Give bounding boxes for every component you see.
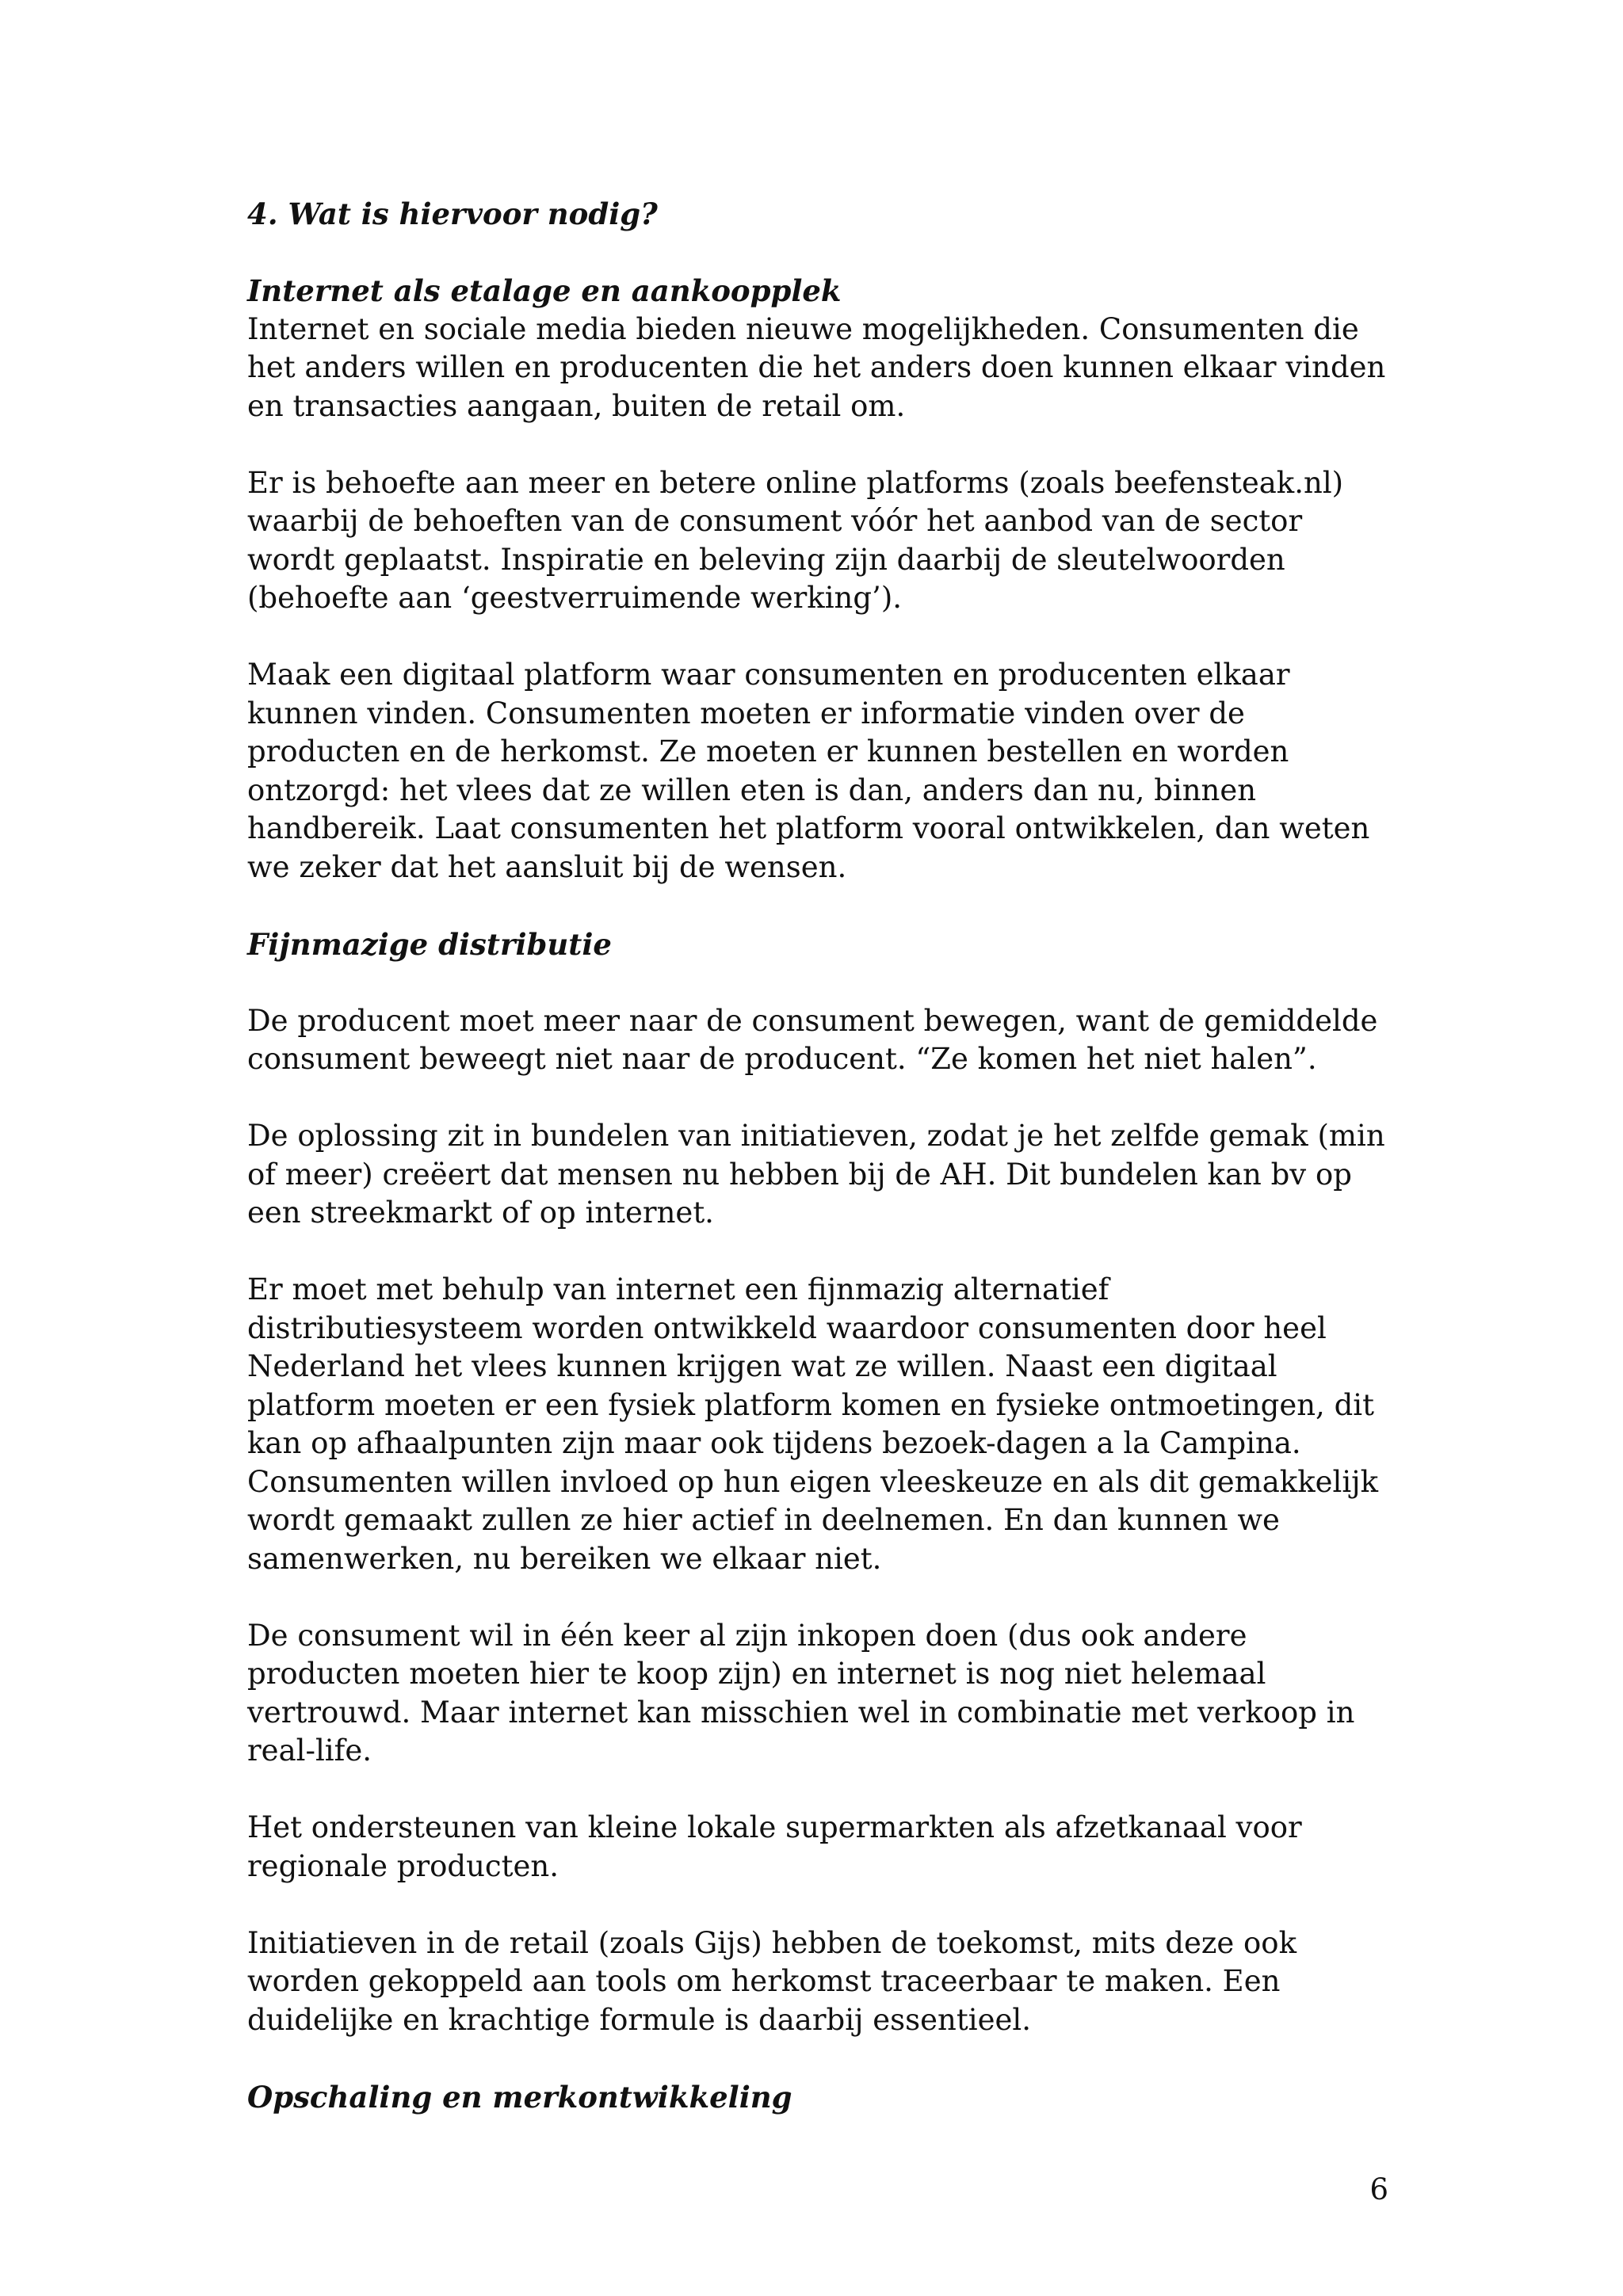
paragraph: De oplossing zit in bundelen van initiatieven, zodat je het zelfde gemak (min of meer) creëert dat mensen nu hebben bij de AH. Dit bundelen kan bv op een streekmarkt of op internet. xyxy=(247,1119,1385,1230)
paragraph: De producent moet meer naar de consument bewegen, want de gemiddelde consument beweegt niet naar de producent. “Ze komen het niet halen”. xyxy=(247,1003,1378,1076)
subheading-opschaling: Opschaling en merkontwikkeling xyxy=(247,2079,792,2115)
paragraph: Initiatieven in de retail (zoals Gijs) hebben de toekomst, mits deze ook worden gekoppeld aan tools om herkomst traceerbaar te maken. Een duidelijke en krachtige formule is daarbij essentieel. xyxy=(247,1925,1296,2037)
paragraph: De consument wil in één keer al zijn inkopen doen (dus ook andere producten moeten hier te koop zijn) en internet is nog niet helemaal vertrouwd. Maar internet kan misschien wel in combinatie met verkoop in real-life. xyxy=(247,1618,1355,1768)
paragraph: Er moet met behulp van internet een fijnmazig alternatief distributiesysteem worden ontwikkeld waardoor consumenten door heel Nederland het vlees kunnen krijgen wat ze willen. Naast een digitaal platform moeten er een fysiek platform komen en fysieke ontmoetingen, dit kan op afhaalpunten zijn maar ook tijdens bezoek-dagen a la Campina. Consumenten willen invloed op hun eigen vleeskeuze en als dit gemakkelijk wordt gemaakt zullen ze hier actief in deelnemen. En dan kunnen we samenwerken, nu bereiken we elkaar niet. xyxy=(247,1272,1379,1576)
subheading-internet: Internet als etalage en aankoopplek xyxy=(247,273,842,308)
paragraph: Het ondersteunen van kleine lokale supermarkten als afzetkanaal voor regionale producten. xyxy=(247,1810,1302,1883)
paragraph: Maak een digitaal platform waar consumenten en producenten elkaar kunnen vinden. Consumenten moeten er informatie vinden over de producten en de herkomst. Ze moeten er kunnen bestellen en worden ontzorgd: het vlees dat ze willen eten is dan, anders dan nu, binnen handbereik. Laat consumenten het platform vooral ontwikkelen, dan weten we zeker dat het aansluit bij de wensen. xyxy=(247,658,1370,884)
subheading-distributie: Fijnmazige distributie xyxy=(247,926,612,962)
paragraph: Er is behoefte aan meer en betere online platforms (zoals beefensteak.nl) waarbij de behoeften van de consument vóór het aanbod van de sector wordt geplaatst. Inspiratie en beleving zijn daarbij de sleutelwoorden (behoefte aan ‘geestverruimende werking’). xyxy=(247,465,1344,615)
page-number: 6 xyxy=(1369,2172,1388,2206)
page-content xyxy=(247,195,1388,2116)
paragraph: Internet en sociale media bieden nieuwe mogelijkheden. Consumenten die het anders willen en producenten die het anders doen kunnen elkaar vinden en transacties aangaan, buiten de retail om. xyxy=(247,311,1386,423)
section-title: 4. Wat is hiervoor nodig? xyxy=(247,196,658,231)
